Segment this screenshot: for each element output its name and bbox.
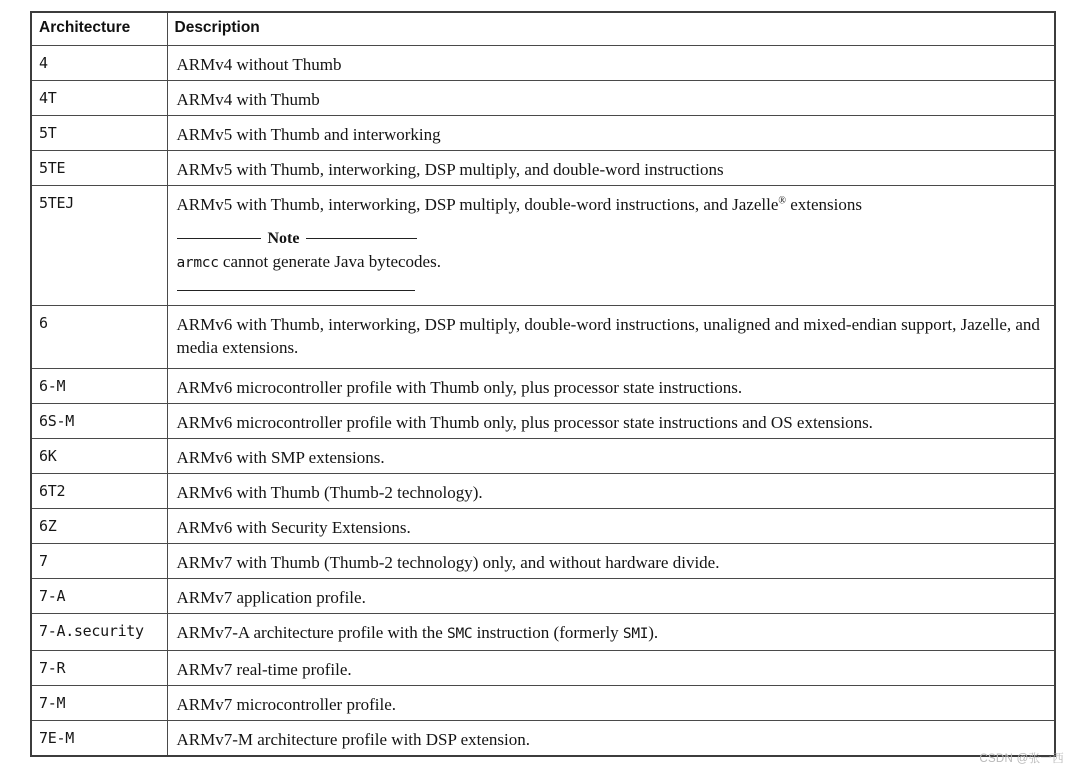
architecture-cell: 6K bbox=[31, 438, 167, 473]
architecture-cell: 4T bbox=[31, 80, 167, 115]
description-cell: ARMv7 with Thumb (Thumb-2 technology) only, and without hardware divide. bbox=[167, 543, 1055, 578]
watermark: CSDN @张一西 bbox=[979, 753, 1064, 765]
table-row bbox=[31, 473, 1055, 508]
description-cell: ARMv5 with Thumb and interworking bbox=[167, 115, 1055, 150]
description-cell: ARMv6 with SMP extensions. bbox=[167, 438, 1055, 473]
table-row bbox=[31, 115, 1055, 150]
table-row bbox=[31, 80, 1055, 115]
table-row bbox=[31, 685, 1055, 720]
table-row-7a-security bbox=[31, 613, 1055, 650]
description-text-fragment: ARMv7-A architecture profile with the bbox=[176, 622, 448, 642]
description-cell: ARMv6 microcontroller profile with Thumb only, plus processor state instructions. bbox=[167, 368, 1055, 403]
table-row bbox=[31, 45, 1055, 80]
note-header bbox=[177, 227, 417, 250]
architecture-cell: 7-A bbox=[31, 578, 167, 613]
architecture-cell: 7-R bbox=[31, 650, 167, 685]
architecture-cell: 7-M bbox=[31, 685, 167, 720]
architecture-cell: 7-A.security bbox=[31, 613, 167, 650]
description-cell: ARMv4 with Thumb bbox=[167, 80, 1055, 115]
description-text-fragment: ARMv5 with Thumb, interworking, DSP multiply, double-word instructions, and Jazelle bbox=[176, 194, 779, 214]
table-row bbox=[31, 720, 1055, 756]
architecture-cell: 6T2 bbox=[31, 473, 167, 508]
architecture-cell: 4 bbox=[31, 45, 167, 80]
arm-architecture-table bbox=[30, 11, 1056, 757]
description-cell: ARMv6 with Thumb, interworking, DSP multiply, double-word instructions, unaligned and mixed-endian support, Jazelle, and media extensions. bbox=[167, 305, 1055, 368]
table-row bbox=[31, 650, 1055, 685]
table-row bbox=[31, 403, 1055, 438]
architecture-cell: 5T bbox=[31, 115, 167, 150]
note-text-fragment: cannot generate Java bytecodes. bbox=[218, 251, 441, 271]
note-text bbox=[177, 250, 1045, 275]
inline-code-smi: SMI bbox=[622, 625, 649, 642]
architecture-cell: 5TE bbox=[31, 150, 167, 185]
architecture-cell: 5TEJ bbox=[31, 185, 167, 305]
table-row bbox=[31, 543, 1055, 578]
inline-code-smc: SMC bbox=[447, 625, 473, 642]
note-block bbox=[177, 227, 1045, 291]
description-cell: ARMv7-M architecture profile with DSP extension. bbox=[167, 720, 1055, 756]
architecture-cell: 7E-M bbox=[31, 720, 167, 756]
note-label: Note bbox=[267, 229, 300, 247]
registered-trademark-sup: ® bbox=[778, 194, 786, 206]
description-cell: ARMv5 with Thumb, interworking, DSP multiply, and double-word instructions bbox=[167, 150, 1055, 185]
note-rule-left bbox=[177, 238, 261, 239]
description-cell: ARMv6 with Thumb (Thumb-2 technology). bbox=[167, 473, 1055, 508]
description-cell: ARMv7 application profile. bbox=[167, 578, 1055, 613]
description-text-fragment: ). bbox=[648, 622, 659, 642]
architecture-cell: 6 bbox=[31, 305, 167, 368]
description-cell bbox=[167, 185, 1055, 305]
description-cell: ARMv7 real-time profile. bbox=[167, 650, 1055, 685]
table-row bbox=[31, 508, 1055, 543]
column-header-architecture: Architecture bbox=[31, 12, 167, 45]
description-cell: ARMv6 with Security Extensions. bbox=[167, 508, 1055, 543]
description-cell: ARMv7 microcontroller profile. bbox=[167, 685, 1055, 720]
architecture-cell: 6-M bbox=[31, 368, 167, 403]
description-text-fragment: instruction (formerly bbox=[472, 622, 623, 642]
table-row bbox=[31, 368, 1055, 403]
table-row bbox=[31, 305, 1055, 368]
note-rule-right bbox=[306, 238, 416, 239]
description-text bbox=[177, 193, 1045, 216]
inline-code-armcc: armcc bbox=[176, 254, 219, 271]
column-header-description: Description bbox=[167, 12, 1055, 45]
note-rule-bottom bbox=[177, 290, 415, 291]
architecture-cell: 6S-M bbox=[31, 403, 167, 438]
description-cell: ARMv4 without Thumb bbox=[167, 45, 1055, 80]
architecture-cell: 7 bbox=[31, 543, 167, 578]
description-cell: ARMv6 microcontroller profile with Thumb only, plus processor state instructions and OS extensions. bbox=[167, 403, 1055, 438]
table-row bbox=[31, 438, 1055, 473]
description-cell bbox=[167, 613, 1055, 650]
table-row-5tej bbox=[31, 185, 1055, 305]
table-row bbox=[31, 150, 1055, 185]
architecture-cell: 6Z bbox=[31, 508, 167, 543]
description-text-fragment: extensions bbox=[785, 194, 863, 214]
table-header-row bbox=[31, 12, 1055, 45]
table-row bbox=[31, 578, 1055, 613]
description-text bbox=[177, 621, 1045, 646]
